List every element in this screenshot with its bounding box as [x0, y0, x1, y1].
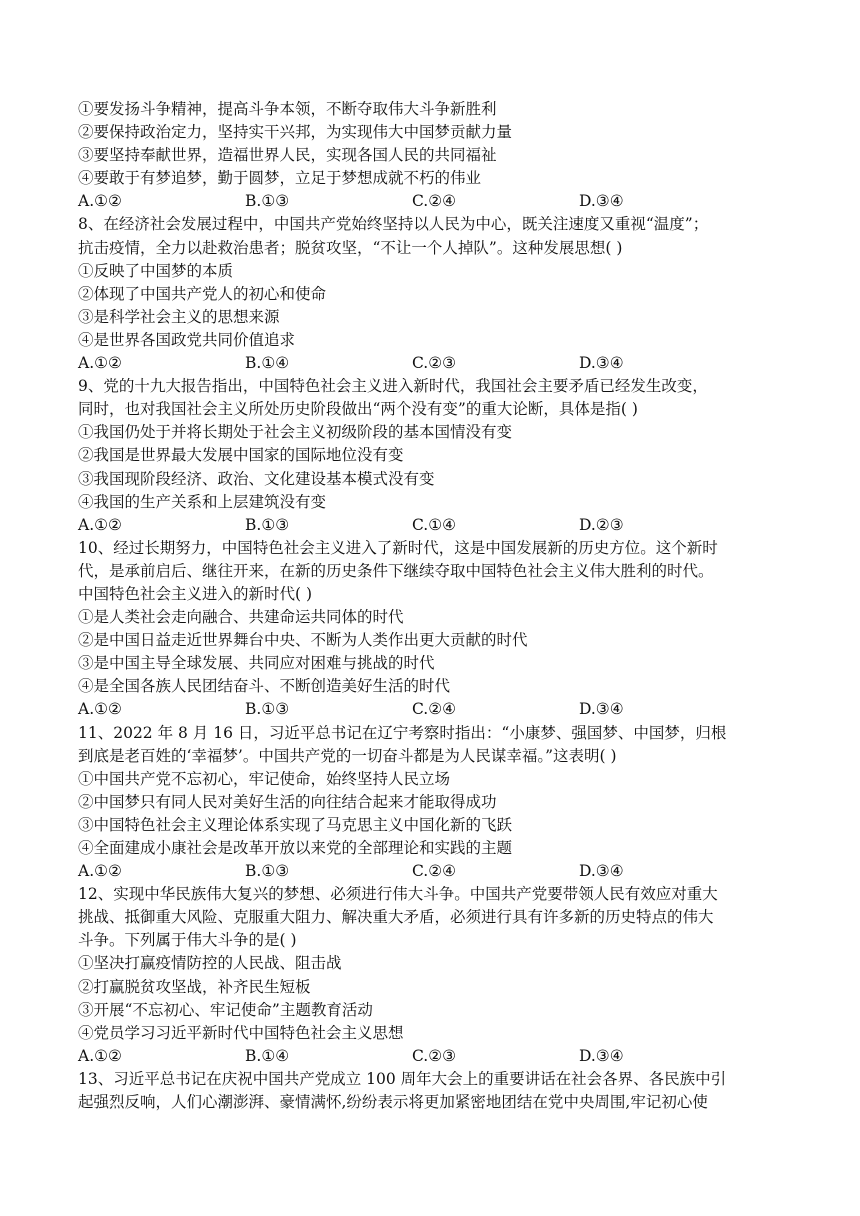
option-a[interactable]: A.①②: [78, 192, 122, 211]
statement-4: ④要敢于有梦追梦，勤于圆梦，立足于梦想成就不朽的伟业: [78, 169, 482, 188]
option-c[interactable]: C.②④: [412, 862, 457, 881]
question-13: [78, 1068, 794, 1114]
option-c[interactable]: C.②④: [412, 700, 457, 719]
question-stem: 9、党的十九大报告指出，中国特色社会主义进入新时代，我国社会主要矛盾已经发生改变，: [78, 377, 708, 396]
option-d[interactable]: D.③④: [579, 354, 624, 373]
question-stem: 到底是老百姓的‘幸福梦’。中国共产党的一切奋斗都是为人民谋幸福。”这表明( ): [78, 746, 617, 765]
question-11: [78, 722, 794, 884]
option-a[interactable]: A.①②: [78, 515, 122, 534]
answer-options: [78, 352, 794, 375]
option-b[interactable]: B.①③: [245, 515, 290, 534]
option-b[interactable]: B.①④: [245, 1046, 290, 1065]
statement-3: ③是科学社会主义的思想来源: [78, 307, 280, 326]
statement-1: ①要发扬斗争精神，提高斗争本领，不断夺取伟大斗争新胜利: [78, 100, 497, 118]
option-d[interactable]: D.③④: [579, 192, 624, 211]
option-d[interactable]: D.③④: [579, 1046, 624, 1065]
statement-3: ③开展“不忘初心、牢记使命”主题教育活动: [78, 1000, 373, 1019]
option-d[interactable]: D.③④: [579, 700, 624, 719]
question-stem: 10、经过长期努力，中国特色社会主义进入了新时代，这是中国发展新的历史方位。这个新时: [78, 538, 718, 557]
question-stem: 同时，也对我国社会主义所处历史阶段做出“两个没有变”的重大论断，具体是指( ): [78, 400, 638, 419]
statement-1: ①中国共产党不忘初心，牢记使命，始终坚持人民立场: [78, 769, 451, 788]
question-stem: 斗争。下列属于伟大斗争的是( ): [78, 931, 297, 950]
statement-3: ③是中国主导全球发展、共同应对困难与挑战的时代: [78, 654, 435, 673]
question-stem: 起强烈反响，人们心潮澎湃、豪情满怀,纷纷表示将更加紧密地团结在党中央周围,牢记初心使: [78, 1093, 708, 1112]
statement-2: ②要保持政治定力，坚持实干兴邦，为实现伟大中国梦贡献力量: [78, 123, 513, 142]
question-10: [78, 537, 794, 722]
option-c[interactable]: C.①④: [412, 515, 457, 534]
option-b[interactable]: B.①③: [245, 862, 290, 881]
option-a[interactable]: A.①②: [78, 862, 122, 881]
question-stem: 挑战、抵御重大风险、克服重大阻力、解决重大矛盾，必须进行具有许多新的历史特点的伟大: [78, 908, 714, 927]
question-9: [78, 375, 794, 537]
statement-2: ②我国是世界最大发展中国家的国际地位没有变: [78, 446, 404, 465]
statement-2: ②体现了中国共产党人的初心和使命: [78, 284, 327, 303]
statement-3: ③中国特色社会主义理论体系实现了马克思主义中国化新的飞跃: [78, 815, 513, 834]
question-stem: 11、2022 年 8 月 16 日，习近平总书记在辽宁考察时指出：“小康梦、强国梦、中国梦，归根: [78, 723, 727, 742]
question-8: [78, 213, 794, 375]
question-stem: 代，是承前启后、继往开来，在新的历史条件下继续夺取中国特色社会主义伟大胜利的时代。: [78, 561, 714, 580]
option-a[interactable]: A.①②: [78, 354, 122, 373]
option-d[interactable]: D.③④: [579, 862, 624, 881]
option-c[interactable]: C.②④: [412, 192, 457, 211]
answer-options: [78, 860, 794, 883]
answer-options: [78, 1045, 794, 1068]
statement-4: ④是世界各国政党共同价值追求: [78, 330, 296, 349]
statement-4: ④我国的生产关系和上层建筑没有变: [78, 492, 327, 511]
statement-3: ③要坚持奉献世界，造福世界人民，实现各国人民的共同福祉: [78, 146, 497, 165]
question-stem: 8、在经济社会发展过程中，中国共产党始终坚持以人民为中心，既关注速度又重视“温度”；: [78, 215, 709, 234]
question-7: [78, 98, 794, 213]
question-12: [78, 883, 794, 1068]
option-b[interactable]: B.①④: [245, 354, 290, 373]
statement-4: ④党员学习习近平新时代中国特色社会主义思想: [78, 1023, 404, 1042]
statement-1: ①反映了中国梦的本质: [78, 261, 234, 280]
statement-1: ①是人类社会走向融合、共建命运共同体的时代: [78, 608, 404, 627]
statement-4: ④是全国各族人民团结奋斗、不断创造美好生活的时代: [78, 677, 451, 696]
option-c[interactable]: C.②③: [412, 1046, 457, 1065]
statement-2: ②打赢脱贫攻坚战，补齐民生短板: [78, 977, 311, 996]
statement-1: ①我国仍处于并将长期处于社会主义初级阶段的基本国情没有变: [78, 423, 513, 442]
option-a[interactable]: A.①②: [78, 700, 122, 719]
option-d[interactable]: D.②③: [579, 515, 624, 534]
statement-2: ②是中国日益走近世界舞台中央、不断为人类作出更大贡献的时代: [78, 631, 528, 650]
answer-options: [78, 698, 794, 721]
question-stem: 中国特色社会主义进入的新时代( ): [78, 584, 313, 603]
statement-3: ③我国现阶段经济、政治、文化建设基本模式没有变: [78, 469, 435, 488]
option-b[interactable]: B.①③: [245, 192, 290, 211]
statement-2: ②中国梦只有同人民对美好生活的向往结合起来才能取得成功: [78, 792, 497, 811]
exam-page: [78, 98, 794, 1114]
question-stem: 12、实现中华民族伟大复兴的梦想、必须进行伟大斗争。中国共产党要带领人民有效应对重大: [78, 885, 718, 904]
option-a[interactable]: A.①②: [78, 1046, 122, 1065]
statement-1: ①坚决打赢疫情防控的人民战、阻击战: [78, 954, 342, 973]
statement-4: ④全面建成小康社会是改革开放以来党的全部理论和实践的主题: [78, 839, 513, 857]
option-c[interactable]: C.②③: [412, 354, 457, 373]
question-stem: 13、习近平总书记在庆祝中国共产党成立 100 周年大会上的重要讲话在社会各界、各民族中引: [78, 1069, 727, 1088]
question-stem: 抗击疫情，全力以赴救治患者；脱贫攻坚，“不让一个人掉队”。这种发展思想( ): [78, 238, 623, 257]
answer-options: [78, 514, 794, 537]
option-b[interactable]: B.①③: [245, 700, 290, 719]
answer-options: [78, 190, 794, 213]
